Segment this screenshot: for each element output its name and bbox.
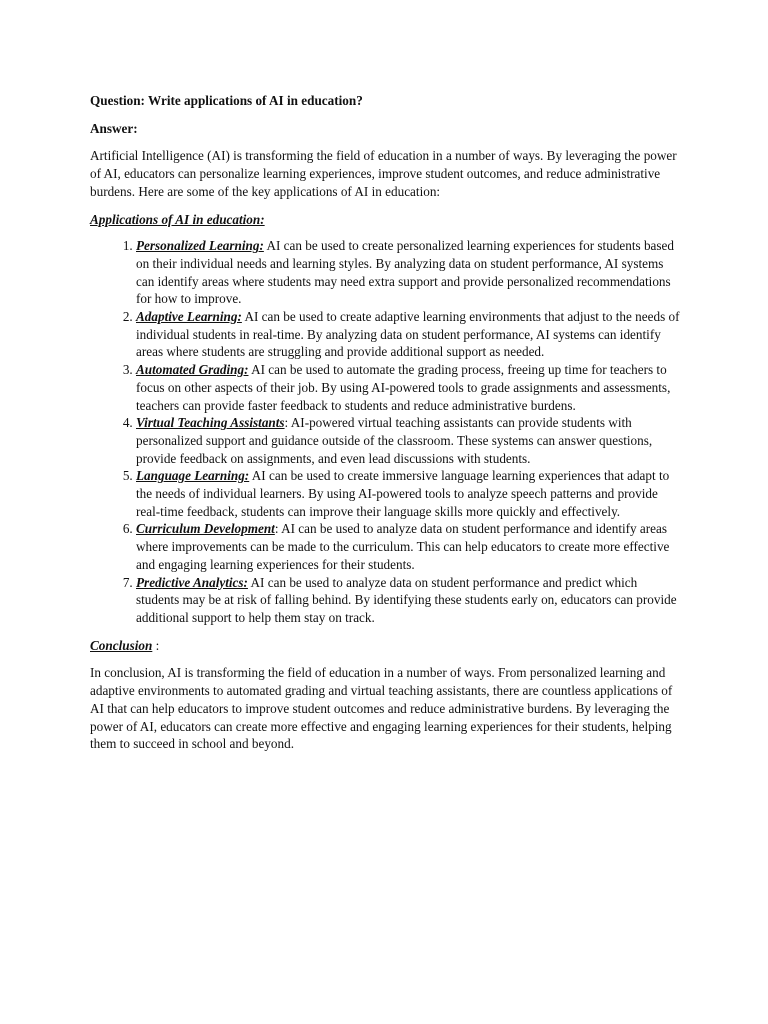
intro-paragraph: Artificial Intelligence (AI) is transforming the field of education in a number of ways. By leveraging the power of AI, educators can personalize learning experiences, improve student outcomes, and reduce administrative burdens. Here are some of the key applications of AI in education: [90, 148, 677, 199]
application-text: AI can be used to create immersive language learning experiences that adapt to the needs of individual learners. By using AI-powered tools to analyze speech patterns and provide real-time feedback, students can improve their language skills more quickly and effectively. [136, 468, 670, 519]
application-term: Curriculum Development [136, 521, 275, 537]
application-text: AI can be used to automate the grading process, freeing up time for teachers to focus on other aspects of their job. By using AI-powered tools to grade assignments and assessments, teachers can provide faster feedback to students and reduce administrative burdens. [136, 362, 671, 413]
conclusion-colon: : [152, 637, 160, 653]
question-heading: Question: Write applications of AI in education? [90, 93, 363, 108]
list-item [136, 361, 680, 414]
term-separator: : [274, 521, 282, 537]
application-term: Language Learning: [136, 468, 250, 484]
answer-label: Answer: [90, 120, 138, 136]
list-item [136, 308, 680, 361]
list-item [136, 574, 680, 627]
list-item [136, 237, 680, 308]
list-item [136, 520, 680, 573]
application-text: AI-powered virtual teaching assistants can provide students with personalized support and guidance outside of the classroom. These systems can answer questions, provide feedback on assignments, and even lead discussions with students. [136, 415, 653, 466]
application-text: AI can be used to create adaptive learning environments that adjust to the needs of individual students in real-time. By analyzing data on student performance, AI systems can identify areas where students are struggling and provide additional support as needed. [136, 309, 680, 360]
list-item [136, 467, 680, 520]
application-text: AI can be used to analyze data on student performance and predict which students may be at risk of falling behind. By identifying these students early on, educators can provide additional support to help them stay on track. [136, 574, 677, 625]
applications-list [90, 237, 680, 626]
document-page [90, 92, 680, 753]
applications-heading: Applications of AI in education: [90, 211, 265, 227]
application-text: AI can be used to analyze data on student performance and identify areas where improvements can be made to the curriculum. This can help educators to create more effective and engaging learning experiences for their students. [136, 521, 670, 572]
conclusion-title: Conclusion [90, 637, 153, 653]
application-term: Virtual Teaching Assistants [136, 415, 285, 431]
application-term: Predictive Analytics: [136, 574, 248, 590]
application-text: AI can be used to create personalized learning experiences for students based on their individual needs and learning styles. By analyzing data on student performance, AI systems can identify areas where students may need extra support and provide personalized recommendations for how to improve. [136, 238, 674, 307]
application-term: Adaptive Learning: [136, 309, 242, 325]
list-item [136, 414, 680, 467]
application-term: Automated Grading: [136, 362, 249, 378]
application-term: Personalized Learning: [136, 238, 264, 254]
conclusion-heading [90, 637, 680, 655]
conclusion-paragraph: In conclusion, AI is transforming the field of education in a number of ways. From personalized learning and adaptive environments to automated grading and virtual teaching assistants, there are countless applications of AI that can help educators to improve student outcomes and reduce administrative burdens. By leveraging the power of AI, educators can create more effective and engaging learning experiences for their students, helping them to succeed in school and beyond. [90, 665, 673, 752]
term-separator: : [284, 415, 291, 431]
